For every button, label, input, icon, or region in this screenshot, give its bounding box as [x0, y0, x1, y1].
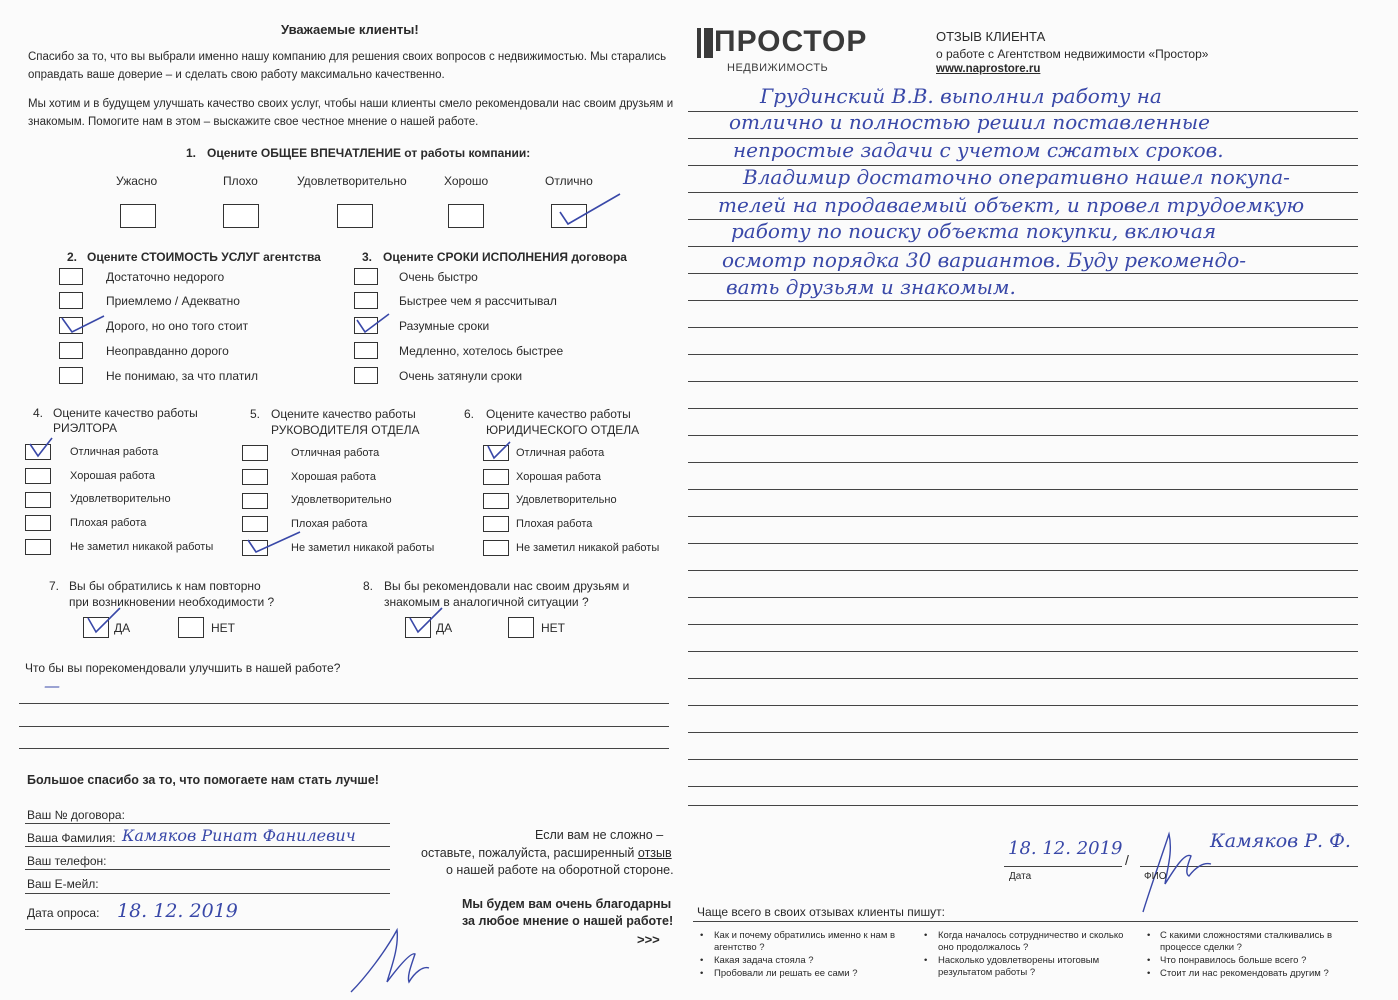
q8-subtitle: знакомым в аналогичной ситуации ?	[384, 595, 589, 609]
signature-right	[1135, 812, 1215, 918]
review-line	[688, 759, 1358, 760]
q4-option-label: Не заметил никакой работы	[70, 541, 214, 553]
checkmark-icon	[244, 528, 304, 556]
q5-option-label: Хорошая работа	[291, 471, 376, 483]
q2-checkbox[interactable]	[59, 342, 83, 359]
grateful-line-1: Мы будем вам очень благодарны	[462, 897, 672, 911]
review-line	[688, 354, 1358, 355]
answer-line	[19, 726, 669, 727]
surname-label: Ваша Фамилия:	[27, 831, 116, 845]
separator: /	[1125, 852, 1129, 868]
review-line	[688, 381, 1358, 382]
q6-checkbox[interactable]	[483, 469, 509, 485]
q3-option-label: Очень быстро	[399, 270, 478, 284]
q6-checkbox[interactable]	[483, 516, 509, 532]
q4-option-label: Отличная работа	[70, 446, 159, 458]
q4-option-label: Удовлетворительно	[70, 493, 171, 505]
q1-option-label: Удовлетворительно	[297, 174, 407, 188]
aside-line-2: оставьте, пожалуйста, расширенный отзыв	[421, 846, 672, 860]
q5-checkbox[interactable]	[242, 469, 268, 485]
q3-option-label: Медленно, хотелось быстрее	[399, 344, 564, 358]
q2-number: 2.	[67, 250, 78, 264]
q2-option-label: Приемлемо / Адекватно	[106, 294, 240, 308]
q1-option-label: Ужасно	[116, 174, 158, 188]
review-line	[688, 570, 1358, 571]
review-line	[688, 489, 1358, 490]
q5-checkbox[interactable]	[242, 493, 268, 509]
q2-option-label: Не понимаю, за что платил	[106, 369, 259, 383]
q4-title: Оцените качество работы	[53, 406, 198, 420]
q4-checkbox[interactable]	[25, 492, 51, 508]
tip-item: Насколько удовлетворены итоговым результатом работы ?	[938, 955, 1100, 978]
q7-yes-label: ДА	[114, 621, 131, 635]
bullet-dot: •	[700, 955, 704, 966]
q3-option-label: Разумные сроки	[399, 319, 490, 333]
q6-option-label: Удовлетворительно	[516, 494, 617, 506]
bullet-dot: •	[1147, 930, 1151, 941]
checkmark-icon	[556, 190, 626, 230]
q4-checkbox[interactable]	[25, 515, 51, 531]
q1-option-label: Плохо	[223, 174, 258, 188]
q8-title: Вы бы рекомендовали нас своим друзьям и	[384, 579, 630, 593]
q1-checkbox-good[interactable]	[448, 204, 484, 228]
logo-subtext: НЕДВИЖИМОСТЬ	[727, 62, 829, 74]
q3-checkbox[interactable]	[354, 342, 378, 359]
tips-title: Чаще всего в своих отзывах клиенты пишут:	[697, 905, 945, 919]
q4-number: 4.	[33, 406, 44, 420]
review-line	[688, 624, 1358, 625]
q6-checkbox[interactable]	[483, 540, 509, 556]
bullet-dot: •	[700, 930, 704, 941]
q5-number: 5.	[250, 407, 261, 421]
q4-checkbox[interactable]	[25, 539, 51, 555]
q3-checkbox[interactable]	[354, 292, 378, 309]
signature-left	[345, 922, 435, 996]
grateful-line-2: за любое мнение о нашей работе!	[462, 914, 674, 928]
q6-option-label: Хорошая работа	[516, 471, 601, 483]
checkmark-icon	[406, 604, 446, 636]
intro-line-2: оправдать ваше доверие – и сделать свою работу максимально качественно.	[28, 69, 445, 81]
q5-option-label: Отличная работа	[291, 447, 380, 459]
improve-question: Что бы вы порекомендовали улучшить в нашей работе?	[25, 661, 341, 675]
tips-divider	[693, 921, 1358, 922]
arrows-text: >>>	[637, 932, 660, 947]
review-text-line: работу по поиску объекта покупки, включая	[731, 219, 1217, 243]
q3-number: 3.	[362, 250, 373, 264]
intro-line-4: знакомым. Помогите нам в этом – выскажите свое честное мнение о нашей работе.	[28, 116, 479, 128]
date-field[interactable]	[25, 929, 390, 930]
q5-subtitle: РУКОВОДИТЕЛЯ ОТДЕЛА	[271, 423, 420, 437]
surname-value: Камяков Ринат Фанилевич	[122, 826, 356, 845]
date-value: 18. 12. 2019	[117, 900, 238, 922]
contract-label: Ваш № договора:	[27, 808, 125, 822]
sign-fio-label: ФИО	[1144, 871, 1167, 882]
review-line	[688, 246, 1358, 247]
review-line	[688, 705, 1358, 706]
review-line	[688, 805, 1358, 806]
review-line	[688, 300, 1358, 301]
q8-yes-label: ДА	[436, 621, 453, 635]
tip-item: Стоит ли нас рекомендовать другим ?	[1160, 968, 1329, 979]
checkmark-icon	[58, 308, 108, 338]
q2-title: Оцените СТОИМОСТЬ УСЛУГ агентства	[87, 250, 321, 264]
tip-item: Когда началось сотрудничество и сколько оно продолжалось ?	[938, 930, 1124, 953]
q6-subtitle: ЮРИДИЧЕСКОГО ОТДЕЛА	[486, 423, 640, 437]
review-text-line: отлично и полностью решил поставленные	[729, 110, 1211, 134]
tip-item: Пробовали ли решать ее сами ?	[714, 968, 858, 979]
improve-answer: —	[44, 676, 60, 695]
review-line	[688, 543, 1358, 544]
phone-label: Ваш телефон:	[27, 854, 107, 868]
q4-checkbox[interactable]	[25, 468, 51, 484]
q2-option-label: Достаточно недорого	[106, 270, 225, 284]
q7-number: 7.	[49, 579, 60, 593]
q8-no-label: НЕТ	[541, 621, 565, 635]
review-line	[688, 651, 1358, 652]
q2-checkbox[interactable]	[59, 292, 83, 309]
review-line	[688, 597, 1358, 598]
q5-option-label: Не заметил никакой работы	[291, 542, 435, 554]
review-line	[688, 786, 1358, 787]
q2-checkbox[interactable]	[59, 367, 83, 384]
q7-subtitle: при возникновении необходимости ?	[69, 595, 275, 609]
tip-item: С какими сложностями сталкивались в процессе сделки ?	[1160, 930, 1333, 953]
q8-number: 8.	[363, 579, 374, 593]
review-line	[688, 435, 1358, 436]
q1-title: Оцените ОБЩЕЕ ВПЕЧАТЛЕНИЕ от работы компании:	[207, 146, 531, 160]
bullet-dot: •	[924, 955, 928, 966]
sign-date-label: Дата	[1009, 871, 1032, 882]
sign-date-field[interactable]	[1004, 866, 1122, 867]
header-subtitle: о работе с Агентством недвижимости «Простор»	[936, 47, 1209, 61]
q7-no-label: НЕТ	[211, 621, 235, 635]
review-line	[688, 462, 1358, 463]
intro-line-1: Спасибо за то, что вы выбрали именно нашу компанию для решения своих вопросов с недвижимостью. Мы старались	[28, 51, 667, 63]
review-text-line: вать друзьям и знакомым.	[726, 275, 1016, 299]
q2-option-label: Дорого, но оно того стоит	[106, 319, 249, 333]
email-label: Ваш Е-мейл:	[27, 877, 99, 891]
q2-checkbox[interactable]	[59, 268, 83, 285]
header-url[interactable]: www.naprostore.ru	[936, 63, 1041, 75]
header-title: ОТЗЫВ КЛИЕНТА	[936, 29, 1046, 44]
q6-checkbox[interactable]	[483, 493, 509, 509]
q5-checkbox[interactable]	[242, 445, 268, 461]
q3-option-label: Очень затянули сроки	[399, 369, 523, 383]
review-line	[688, 408, 1358, 409]
logo-mark-gap	[701, 28, 704, 58]
review-text-line: Владимир достаточно оперативно нашел покупа-	[743, 165, 1290, 189]
review-line	[688, 732, 1358, 733]
q7-no-checkbox[interactable]	[178, 617, 204, 638]
bullet-dot: •	[1147, 955, 1151, 966]
q3-title: Оцените СРОКИ ИСПОЛНЕНИЯ договора	[383, 250, 627, 264]
q8-no-checkbox[interactable]	[508, 617, 534, 638]
q1-checkbox-satisfactory[interactable]	[337, 204, 373, 228]
bullet-dot: •	[700, 968, 704, 979]
q6-option-label: Отличная работа	[516, 447, 605, 459]
q5-option-label: Плохая работа	[291, 518, 368, 530]
q4-option-label: Плохая работа	[70, 517, 147, 529]
review-link[interactable]: отзыв	[637, 846, 672, 860]
date-label: Дата опроса:	[27, 906, 100, 920]
logo-text: ПРОСТОР	[714, 25, 868, 58]
q1-checkbox-terrible[interactable]	[120, 204, 156, 228]
q3-checkbox[interactable]	[354, 367, 378, 384]
checkmark-icon	[84, 604, 124, 636]
answer-line	[19, 703, 669, 704]
checkmark-icon	[484, 440, 514, 462]
q3-checkbox[interactable]	[354, 268, 378, 285]
review-text-line: телей на продаваемый объект, и провел трудоемкую	[718, 193, 1305, 217]
aside-line-1: Если вам не сложно –	[535, 828, 664, 842]
answer-line	[19, 748, 669, 749]
q6-option-label: Плохая работа	[516, 518, 593, 530]
q1-checkbox-bad[interactable]	[223, 204, 259, 228]
intro-line-3: Мы хотим и в будущем улучшать качество своих услуг, чтобы наши клиенты смело рекомендовали нас своим друзьям и	[28, 98, 674, 110]
review-line	[688, 327, 1358, 328]
q6-number: 6.	[464, 407, 475, 421]
q4-subtitle: РИЭЛТОРА	[53, 421, 118, 435]
q1-number: 1.	[186, 146, 197, 160]
tip-item: Какая задача стояла ?	[714, 955, 814, 966]
q6-option-label: Не заметил никакой работы	[516, 542, 660, 554]
q3-option-label: Быстрее чем я рассчитывал	[399, 294, 557, 308]
logo-mark-icon	[697, 28, 713, 58]
tip-item: Как и почему обратились именно к нам в агентство ?	[714, 930, 896, 953]
review-line	[688, 678, 1358, 679]
email-field[interactable]	[25, 893, 390, 894]
bullet-dot: •	[1147, 968, 1151, 979]
review-text-line: Грудинский В.В. выполнил работу на	[760, 84, 1162, 108]
sign-name-value: Камяков Р. Ф.	[1210, 830, 1351, 852]
q5-title: Оцените качество работы	[271, 407, 416, 421]
q6-title: Оцените качество работы	[486, 407, 631, 421]
review-line	[688, 516, 1358, 517]
bullet-dot: •	[924, 930, 928, 941]
q4-option-label: Хорошая работа	[70, 470, 155, 482]
review-text-line: осмотр порядка 30 вариантов. Буду рекомендо-	[722, 248, 1246, 272]
q7-title: Вы бы обратились к нам повторно	[69, 579, 261, 593]
checkmark-icon	[353, 310, 393, 338]
q5-option-label: Удовлетворительно	[291, 494, 392, 506]
review-line	[688, 273, 1358, 274]
thanks-text: Большое спасибо за то, что помогаете нам стать лучше!	[27, 773, 379, 787]
contract-field[interactable]	[25, 823, 390, 824]
tip-item: Что понравилось больше всего ?	[1160, 955, 1307, 966]
q1-option-label: Хорошо	[444, 174, 489, 188]
phone-field[interactable]	[25, 869, 390, 870]
q1-option-label: Отлично	[545, 174, 593, 188]
q2-option-label: Неоправданно дорого	[106, 344, 229, 358]
greeting: Уважаемые клиенты!	[281, 22, 419, 37]
checkmark-icon	[26, 436, 56, 462]
sign-date-value: 18. 12. 2019	[1008, 838, 1123, 859]
review-text-line: непростые задачи с учетом сжатых сроков.	[733, 138, 1224, 162]
surname-field[interactable]	[25, 846, 390, 847]
aside-line-3: о нашей работе на оборотной стороне.	[446, 863, 674, 877]
